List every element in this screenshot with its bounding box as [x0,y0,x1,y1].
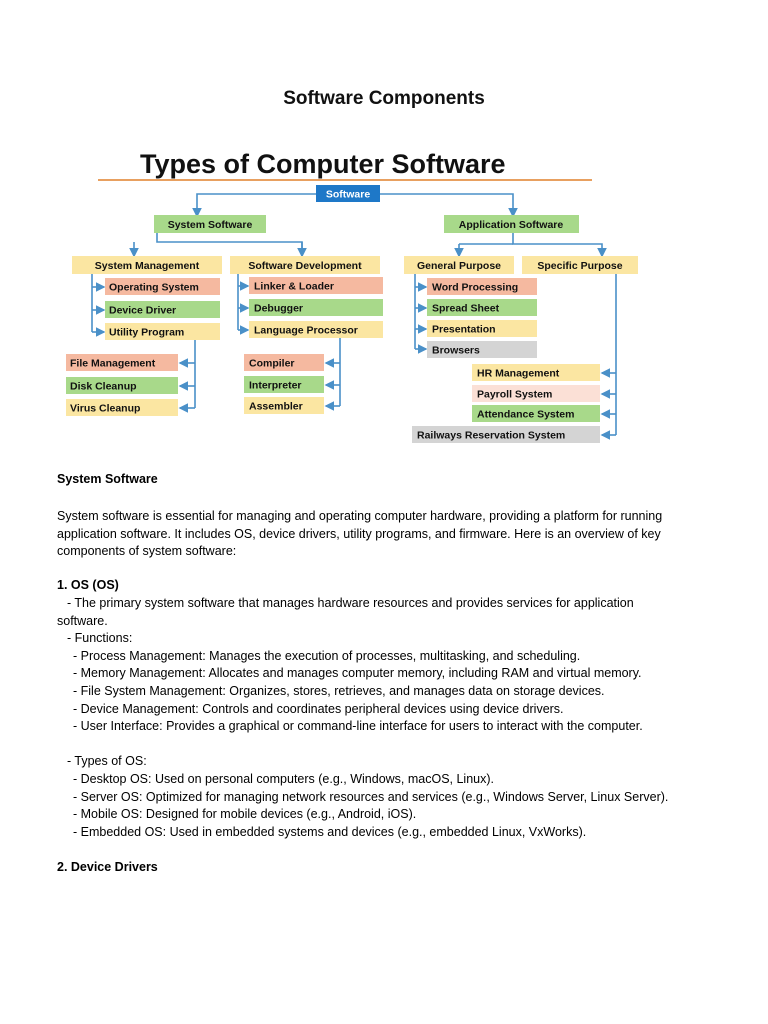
node-language-processor-label: Language Processor [254,324,358,337]
os-line: - Process Management: Manages the execution of processes, multitasking, and scheduling. [73,648,581,663]
node-specific-purpose-label: Specific Purpose [537,260,623,272]
os-line: - File System Management: Organizes, stores, retrieves, and manages data on storage devices. [73,683,605,698]
node-software-label: Software [325,188,371,201]
section-label-system-software: System Software [57,472,158,486]
os-line: - Device Management: Controls and coordinates peripheral devices using device drivers. [73,701,564,716]
node-operating-system-label: Operating System [109,281,199,294]
node-presentation-label: Presentation [432,323,496,336]
node-payroll-system-label: Payroll System [477,388,553,401]
node-assembler-label: Assembler [249,400,303,413]
node-application-software-label: Application Software [458,219,564,231]
node-virus-cleanup-label: Virus Cleanup [70,402,141,415]
node-interpreter-label: Interpreter [249,379,302,392]
os-line: - Functions: [67,631,133,646]
node-system-software-label: System Software [167,219,253,231]
software-types-diagram [62,142,642,458]
node-general-purpose-label: General Purpose [416,260,502,272]
node-disk-cleanup-label: Disk Cleanup [70,380,137,393]
node-railways-reservation-system-label: Railways Reservation System [417,429,566,442]
page-title: Software Components [283,88,485,109]
os-line: - Desktop OS: Used on personal computers (e.g., Windows, macOS, Linux). [73,771,495,786]
diagram-title: Types of Computer Software [140,149,506,179]
node-browsers-label: Browsers [432,344,480,357]
os-line: - Mobile OS: Designed for mobile devices (e.g., Android, iOS). [73,807,417,822]
node-spread-sheet-label: Spread Sheet [432,302,500,315]
node-device-driver-label: Device Driver [109,304,177,317]
os-line: - User Interface: Provides a graphical or command-line interface for users to interact with the computer. [73,719,643,734]
os-line: - Server OS: Optimized for managing network resources and services (e.g., Windows Server, Linux Server). [73,789,669,804]
os-heading: 1. OS (OS) [57,578,119,592]
node-file-management-label: File Management [70,357,156,370]
os-line: - Embedded OS: Used in embedded systems and devices (e.g., embedded Linux, VxWorks). [73,824,587,839]
os-line: software. [57,613,108,628]
os-line: - The primary system software that manages hardware resources and provides services for application [67,596,634,610]
node-system-management-label: System Management [94,260,200,272]
os-section-body [57,595,737,841]
node-utility-program-label: Utility Program [109,326,185,339]
node-software-development-label: Software Development [248,260,362,272]
node-hr-management-label: HR Management [477,367,560,380]
node-compiler-label: Compiler [249,357,295,370]
node-attendance-system-label: Attendance System [477,408,575,421]
node-debugger-label: Debugger [254,302,304,315]
os-line: - Types of OS: [67,754,147,769]
node-linker-loader-label: Linker & Loader [254,280,334,293]
node-word-processing-label: Word Processing [432,281,519,294]
system-software-intro: System software is essential for managing and operating computer hardware, providing a platform for running application software. It includes OS, device drivers, utility programs, and firmware. Here is an overview of key components of system software: [57,509,663,558]
os-line: - Memory Management: Allocates and manages computer memory, including RAM and virtual memory. [73,666,642,681]
device-drivers-heading: 2. Device Drivers [57,860,158,874]
